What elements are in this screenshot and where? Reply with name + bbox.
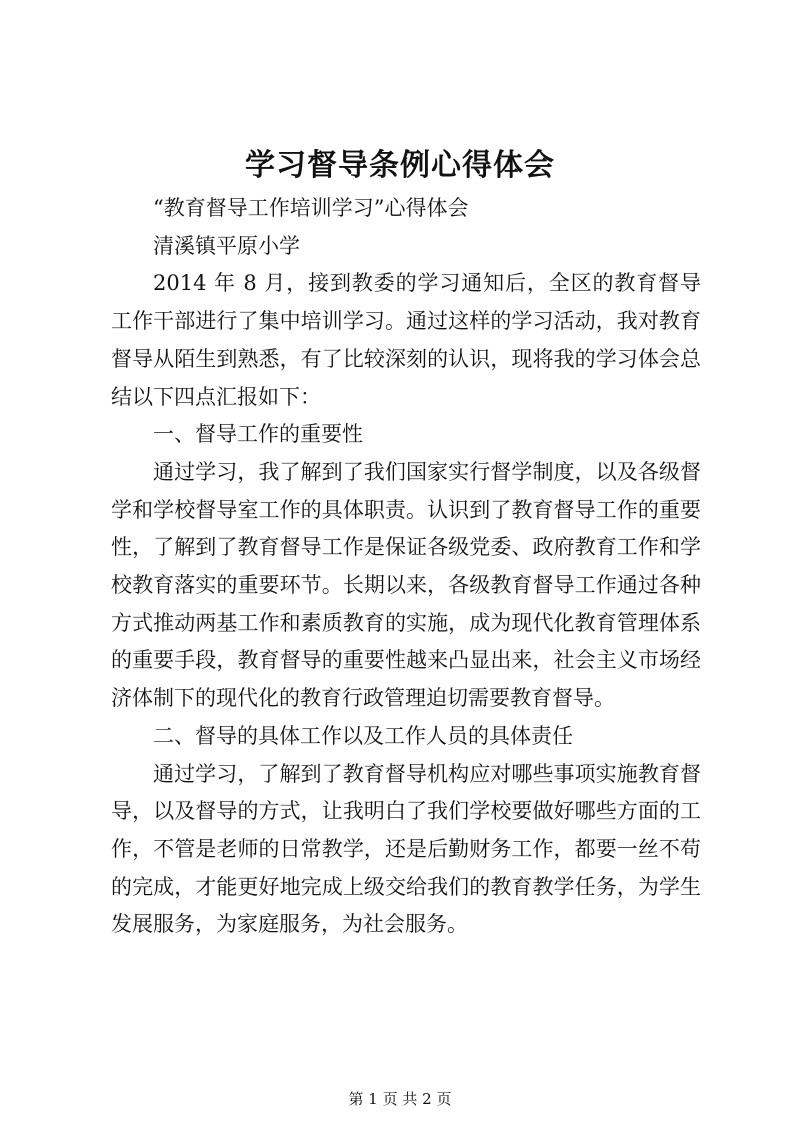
section-2-paragraph: 通过学习，了解到了教育督导机构应对哪些事项实施教育督导，以及督导的方式，让我明白了我们学校要做好哪些方面的工作，不管是老师的日常教学，还是后勤财务工作，都要一丝不苟的完成，才能更好地完成上级交给我们的教育教学任务，为学生发展服务，为家庭服务，为社会服务。 [111,761,701,937]
section-1-paragraph: 通过学习，我了解到了我们国家实行督学制度，以及各级督学和学校督导室工作的具体职责。认识到了教育督导工作的重要性，了解到了教育督导工作是保证各级党委、政府教育工作和学校教育落实的重要环节。长期以来，各级教育督导工作通过各种方式推动两基工作和素质教育的实施，成为现代化教育管理体系的重要手段，教育督导的重要性越来凸显出来，社会主义市场经济体制下的现代化的教育行政管理迫切需要教育督导。 [111,459,701,711]
document-title: 学习督导条例心得体会 [245,148,555,183]
subtitle-paragraph: “教育督导工作培训学习”心得体会 [153,196,469,220]
page-number-footer: 第 1 页 共 2 页 [348,1090,452,1108]
intro-paragraph: 2014 年 8 月，接到教委的学习通知后，全区的教育督导工作干部进行了集中培训学习。通过这样的学习活动，我对教育督导从陌生到熟悉，有了比较深刻的认识，现将我的学习体会总结以下四点汇报如下： [111,271,701,409]
author-paragraph: 清溪镇平原小学 [153,233,300,258]
document-body [111,190,701,944]
section-heading-1: 一、督导工作的重要性 [153,422,363,447]
section-heading-2: 二、督导的具体工作以及工作人员的具体责任 [153,723,573,748]
